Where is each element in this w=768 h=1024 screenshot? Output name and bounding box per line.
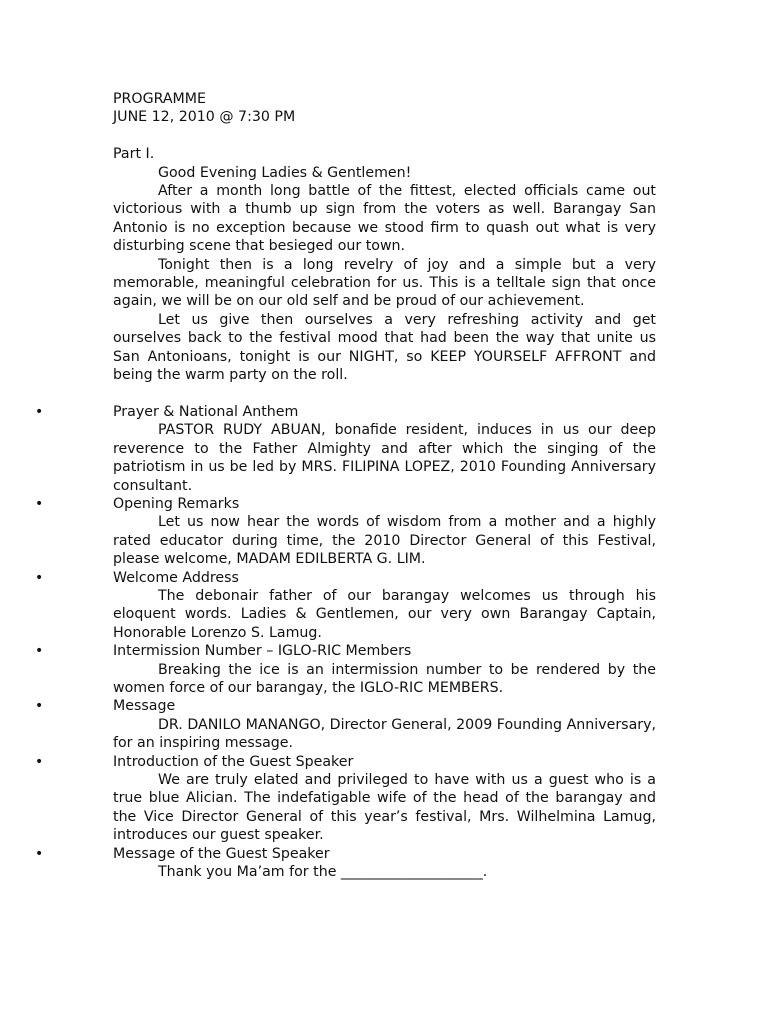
document-body (35, 90, 656, 881)
programme-item-body: Let us now hear the words of wisdom from a mother and a highly rated educator during time, the 2010 Director General of this Festival, please welcome, MADAM EDILBERTA G. LIM. (113, 514, 656, 568)
programme-item-title: Intermission Number – IGLO-RIC Members (113, 643, 412, 660)
bullet-icon: • (35, 403, 44, 420)
bullet-icon: • (35, 643, 44, 660)
bullet-icon: • (35, 569, 44, 586)
part-label: Part I. (113, 146, 155, 163)
programme-item (35, 403, 656, 495)
document-title: PROGRAMME (113, 91, 207, 107)
programme-item (35, 495, 656, 569)
greeting: Good Evening Ladies & Gentlemen! (158, 164, 412, 181)
bullet-icon: • (35, 698, 44, 715)
programme-item (35, 697, 656, 752)
programme-item-body: DR. DANILO MANANGO, Director General, 2009 Founding Anniversary, for an inspiring message. (113, 716, 656, 752)
programme-item-title: Prayer & National Anthem (113, 403, 299, 420)
programme-item-body: The debonair father of our barangay welcomes us through his eloquent words. Ladies & Gentlemen, our very own Barangay Captain, Honorable Lorenzo S. Lamug. (113, 587, 656, 641)
programme-item (35, 642, 656, 697)
bullet-icon: • (35, 495, 44, 512)
programme-item-body: PASTOR RUDY ABUAN, bonafide resident, induces in us our deep reverence to the Father Almighty and after which the singing of the patriotism in us be led by MRS. FILIPINA LOPEZ, 2010 Founding Anniversary consultant. (113, 422, 656, 494)
programme-item-title: Introduction of the Guest Speaker (113, 753, 354, 770)
bullet-icon: • (35, 845, 44, 862)
bullet-icon: • (35, 753, 44, 770)
programme-item-title: Welcome Address (113, 569, 239, 586)
programme-item-title: Opening Remarks (113, 495, 240, 512)
programme-item-title: Message of the Guest Speaker (113, 845, 330, 862)
programme-item-body: Thank you Ma’am for the ____________________. (158, 864, 488, 881)
programme-item-body: We are truly elated and privileged to have with us a guest who is a true blue Alician. The indefatigable wife of the head of the barangay and the Vice Director General of this year’s festival, Mrs. Wilhelmina Lamug, introduces our guest speaker. (113, 772, 656, 844)
programme-item (35, 753, 656, 845)
programme-item (35, 569, 656, 643)
intro-paragraph-1: After a month long battle of the fittest, elected officials came out victorious with a thumb up sign from the voters as well. Barangay San Antonio is no exception because we stood firm to quash out what is very disturbing scene that besieged our town. (113, 183, 656, 255)
spacer (113, 384, 656, 402)
intro-paragraph-3: Let us give then ourselves a very refreshing activity and get ourselves back to the festival mood that had been the way that unite us San Antonioans, tonight is our NIGHT, so KEEP YOURSELF AFFRONT and being the warm party on the roll. (113, 311, 656, 384)
programme-item (35, 845, 656, 882)
event-date: JUNE 12, 2010 @ 7:30 PM (113, 109, 296, 126)
programme-item-body: Breaking the ice is an intermission number to be rendered by the women force of our barangay, the IGLO-RIC MEMBERS. (113, 661, 656, 696)
programme-item-title: Message (113, 698, 176, 715)
spacer (113, 127, 656, 145)
intro-paragraph-2: Tonight then is a long revelry of joy and a simple but a very memorable, meaningful celebration for us. This is a telltale sign that once again, we will be on our old self and be proud of our achievement. (113, 256, 656, 310)
